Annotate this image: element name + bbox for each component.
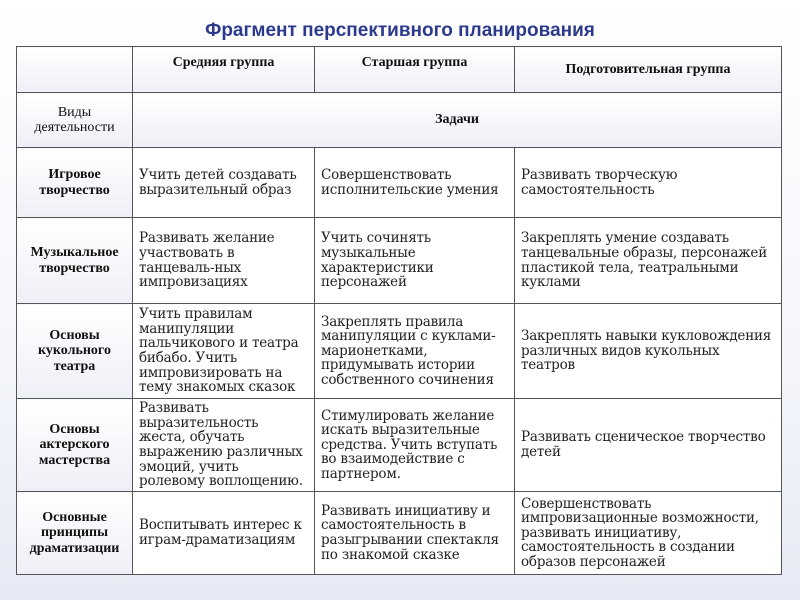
activity-cell: Музыкальное творчество <box>17 218 133 304</box>
activity-cell: Игровое творчество <box>17 148 133 218</box>
header-activity-types: Виды деятельности <box>17 93 133 148</box>
task-cell-middle: Развивать выразительность жеста, обучать выражению различных эмоций, учить ролевому воплощению. <box>133 399 315 492</box>
activity-cell: Основы кукольного театра <box>17 304 133 399</box>
header-senior-group: Старшая группа <box>315 47 515 93</box>
header-prep-group: Подготовительная группа <box>515 47 782 93</box>
page-title: Фрагмент перспективного планирования <box>205 20 595 41</box>
activity-cell: Основные принципы драматизации <box>17 492 133 575</box>
header-tasks: Задачи <box>133 93 782 148</box>
header-row <box>17 47 782 93</box>
task-cell-senior: Учить сочинять музыкальные характеристики персонажей <box>315 218 515 304</box>
task-cell-prep: Закреплять навыки кукловождения различных видов кукольных театров <box>515 304 782 399</box>
table-row <box>17 218 782 304</box>
header-middle-group: Средняя группа <box>133 47 315 93</box>
subheader-row <box>17 93 782 148</box>
task-cell-senior: Стимулировать желание искать выразительные средства. Учить вступать во взаимодействие с партнером. <box>315 399 515 492</box>
task-cell-senior: Закреплять правила манипуляции с куклами-марионетками, придумывать истории собственного сочинения <box>315 304 515 399</box>
task-cell-senior: Совершенствовать исполнительские умения <box>315 148 515 218</box>
table-row <box>17 304 782 399</box>
task-cell-middle: Воспитывать интерес к играм-драматизациям <box>133 492 315 575</box>
task-cell-prep: Развивать сценическое творчество детей <box>515 399 782 492</box>
task-cell-prep: Закреплять умение создавать танцевальные образы, персонажей пластикой тела, театральными куклами <box>515 218 782 304</box>
task-cell-middle: Учить правилам манипуляции пальчикового и театра бибабо. Учить импровизировать на тему знакомых сказок <box>133 304 315 399</box>
task-cell-prep: Совершенствовать импровизационные возможности, развивать инициативу, самостоятельность в создании образов персонажей <box>515 492 782 575</box>
task-cell-middle: Развивать желание участвовать в танцеваль-ных импровизациях <box>133 218 315 304</box>
task-cell-senior: Развивать инициативу и самостоятельность в разыгрывании спектакля по знакомой сказке <box>315 492 515 575</box>
task-cell-middle: Учить детей создавать выразительный образ <box>133 148 315 218</box>
table-row <box>17 492 782 575</box>
planning-table <box>16 46 782 575</box>
header-empty-cell <box>17 47 133 93</box>
task-cell-prep: Развивать творческую самостоятельность <box>515 148 782 218</box>
table-row <box>17 148 782 218</box>
activity-cell: Основы актерского мастерства <box>17 399 133 492</box>
table-row <box>17 399 782 492</box>
